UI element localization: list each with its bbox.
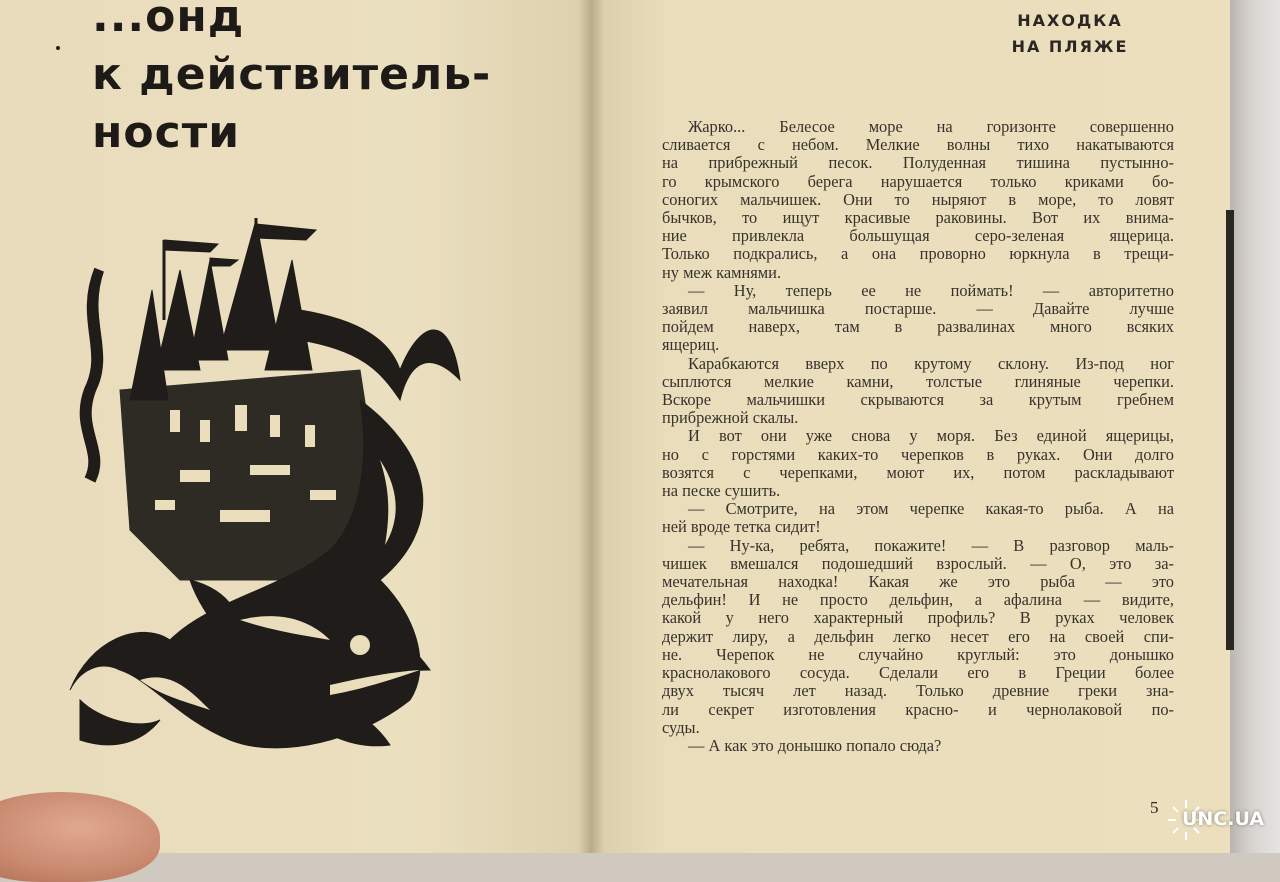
text-line: сливается с небом. Мелкие волны тихо накатываются — [662, 135, 1174, 155]
text-line: бычков, то ищут красивые раковины. Вот их внима- — [662, 208, 1174, 228]
castle-dolphin-illustration — [60, 200, 480, 770]
text-line: И вот они уже снова у моря. Без единой ящерицы, — [688, 426, 1174, 446]
text-line: — Смотрите, на этом черепке какая-то рыба. А на — [688, 499, 1174, 519]
text-line: заявил мальчишка постарше. — Давайте лучше — [662, 299, 1174, 319]
text-line: го крымского берега нарушается только криками бо- — [662, 171, 1174, 191]
section-heading-line: НА ПЛЯЖЕ — [1011, 37, 1129, 56]
chapter-title-line: ...онд — [92, 0, 245, 42]
watermark-text: UNC.UA — [1182, 808, 1265, 830]
text-line: ну меж камнями. — [662, 262, 782, 282]
body-text — [662, 118, 1174, 755]
text-line: возятся с черепками, моют их, потом раскладывают — [662, 462, 1174, 482]
text-line: на прибрежный песок. Полуденная тишина пустынно- — [662, 153, 1174, 173]
text-line: прибрежной скалы. — [662, 408, 799, 428]
text-line: Карабкаются вверх по крутому склону. Из-под ног — [688, 353, 1174, 373]
text-line: — Ну-ка, ребята, покажите! — В разговор маль- — [688, 535, 1174, 555]
book-gutter — [578, 0, 604, 853]
text-line: какой у него характерный профиль? В руках человек — [662, 608, 1174, 628]
text-line: сыплются мелкие камни, толстые глиняные черепки. — [662, 371, 1174, 391]
text-line: Вскоре мальчишки скрываются за крутым гребнем — [662, 390, 1174, 410]
text-line: Жарко... Белесое море на горизонте совершенно — [688, 117, 1174, 136]
watermark — [1166, 796, 1276, 844]
text-line: чишек вмешался подошедший взрослый. — О, это за- — [662, 553, 1174, 573]
text-line: ней вроде тетка сидит! — [662, 517, 821, 537]
text-line: Только подкрались, а она проворно юркнула в трещи- — [662, 244, 1174, 264]
chapter-title-line: к действитель- — [92, 49, 492, 100]
text-line: но с горстями каких-то черепков в руках. Они долго — [662, 444, 1174, 464]
chapter-title-line: ности — [92, 107, 241, 158]
print-dot — [56, 46, 60, 50]
chapter-title — [92, 0, 572, 162]
section-heading — [990, 8, 1150, 60]
section-heading-line: НАХОДКА — [1017, 11, 1123, 30]
text-line: соногих мальчишек. Они то ныряют в море, то ловят — [662, 189, 1174, 209]
text-line: дельфин! И не просто дельфин, а афалина — видите, — [662, 590, 1174, 610]
text-line: краснолакового сосуда. Сделали его в Греции более — [662, 663, 1174, 683]
backdrop — [1230, 0, 1280, 853]
text-line: ли секрет изготовления красно- и чернолаковой по- — [662, 699, 1174, 719]
book-edge-shadow — [1226, 210, 1234, 650]
text-line: — А как это донышко попало сюда? — [688, 735, 942, 755]
text-line: двух тысяч лет назад. Только древние греки зна- — [662, 681, 1174, 701]
text-line: пойдем наверх, там в развалинах много всяких — [662, 317, 1174, 337]
text-line: ние привлекла большущая серо-зеленая ящерица. — [662, 226, 1174, 246]
text-line: не. Черепок не случайно круглый: это донышко — [662, 644, 1174, 664]
text-line: — Ну, теперь ее не поймать! — авторитетно — [688, 280, 1174, 300]
text-line: мечательная находка! Какая же это рыба — это — [662, 572, 1174, 592]
text-line: на песке сушить. — [662, 481, 781, 501]
text-line: суды. — [662, 717, 700, 737]
text-line: ящериц. — [662, 335, 720, 355]
page-number: 5 — [1150, 798, 1159, 817]
text-line: держит лиру, а дельфин легко несет его на своей спи- — [662, 626, 1174, 646]
